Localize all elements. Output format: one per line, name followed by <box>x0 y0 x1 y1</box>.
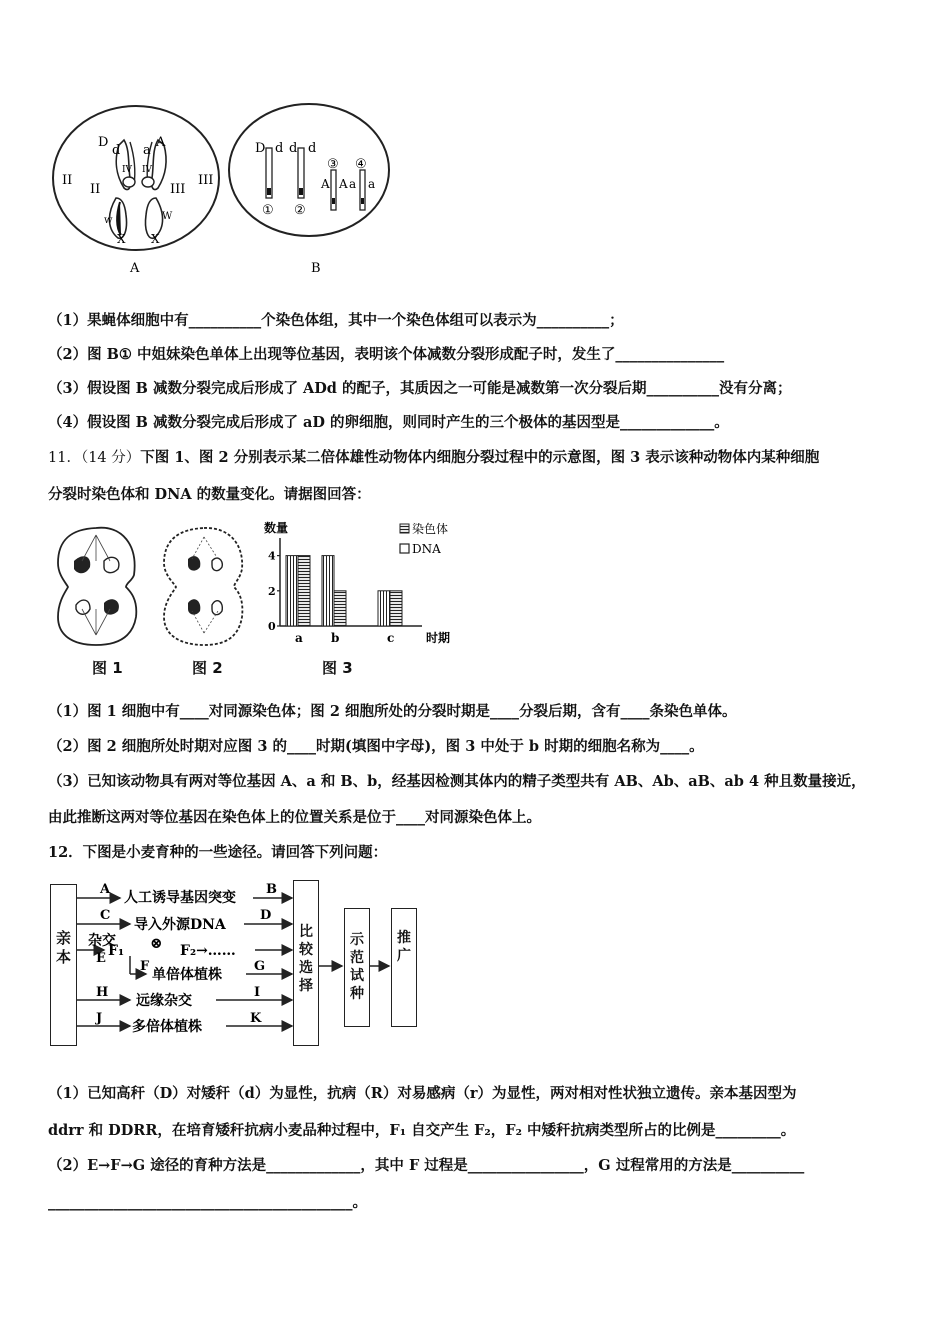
fig-b-label-A1: A <box>321 177 330 191</box>
flow-text-H: 远缘杂交 <box>136 993 192 1009</box>
q11-stem-text: 下图 1、图 2 分别表示某二倍体雄性动物体内细胞分裂过程中的示意图，图 3 表示该种动物体内某种细胞 <box>140 449 820 466</box>
flow-label-A: A <box>100 882 111 897</box>
fig-b-caption: B <box>311 261 321 276</box>
flow-label-F: F <box>140 959 150 974</box>
fig-b-label-d3: d <box>308 141 317 156</box>
flow-text-F2: F₂→…… <box>180 943 236 959</box>
q11-part3-line1: （3）已知该动物具有两对等位基因 A、a 和 B、b，经基因检测其体内的精子类型共有 AB、Ab、aB、ab 4 种且数量接近， <box>48 773 866 790</box>
fig-b-label-3: ③ <box>327 157 339 172</box>
legend-chromosome-swatch <box>400 524 409 533</box>
flow-label-B: B <box>266 882 277 897</box>
flow-text-F: 单倍体植株 <box>152 967 222 983</box>
fig-b-label-4: ④ <box>355 157 367 172</box>
flow-label-D: D <box>260 908 272 923</box>
bar-染色体-b <box>334 591 346 626</box>
chromosome-figure <box>44 100 424 285</box>
bar-DNA-a <box>286 556 298 626</box>
fig-a-caption: A <box>130 261 140 276</box>
q10-part2: （2）图 B① 中姐妹染色单体上出现等位基因，表明该个体减数分裂形成配子时，发生了_______________ <box>48 346 725 363</box>
y-tick-label-4: 4 <box>268 549 276 563</box>
flow-label-G: G <box>254 959 266 974</box>
fig-b-label-a1: a <box>349 177 357 191</box>
fig-a-label-X-left: X <box>117 232 126 246</box>
bar-DNA-c <box>378 591 390 626</box>
flow-label-J: J <box>96 1011 103 1026</box>
flow-text-cross: 杂交 <box>88 933 116 949</box>
q11-part2: （2）图 2 细胞所处时期对应图 3 的____时期(填图中字母)，图 3 中处于 b 时期的细胞名称为____。 <box>48 738 704 755</box>
y-tick-label-2: 2 <box>268 584 276 598</box>
fig-a-label-IV-right: IV <box>142 165 153 175</box>
box-promote-label: 推广 <box>397 930 411 964</box>
fig-b-label-d1: d <box>275 141 284 156</box>
fig-a-label-a: a <box>143 143 151 158</box>
q10-part3: （3）假设图 B 减数分裂完成后形成了 ADd 的配子，其质因之一可能是减数第一次分裂后期__________没有分离； <box>48 380 792 397</box>
fig-a-label-D: D <box>98 135 109 150</box>
flow-self-symbol: ⊗ <box>150 934 163 952</box>
fig-a-label-A: A <box>156 135 166 150</box>
fig-b-label-A2: A <box>339 177 348 191</box>
fig3-caption: 图 3 <box>322 659 353 677</box>
flow-label-K: K <box>250 1011 262 1026</box>
q12-part2-line1: （2）E→F→G 途径的育种方法是_____________，其中 F 过程是________________，G 过程常用的方法是__________ <box>48 1157 805 1174</box>
chart-xlabel: 时期 <box>426 631 451 645</box>
q10-part4: （4）假设图 B 减数分裂完成后形成了 aD 的卵细胞，则同时产生的三个极体的基因型是_____________。 <box>48 414 729 431</box>
chart-ylabel: 数量 <box>264 521 289 535</box>
fig1-cell <box>58 528 136 645</box>
bar-染色体-c <box>390 591 402 626</box>
flow-arrows <box>48 878 428 1050</box>
q10-part1: （1）果蝇体细胞中有__________个染色体组，其中一个染色体组可以表示为__________； <box>48 312 624 329</box>
x-category-c: c <box>387 631 395 645</box>
fig2-cell <box>164 528 242 645</box>
flow-label-C: C <box>100 908 111 923</box>
fig-a-label-II-left: II <box>62 173 73 188</box>
flow-text-C: 导入外源DNA <box>134 917 226 933</box>
fig2-caption: 图 2 <box>192 659 223 677</box>
q11-part3-line2: 由此推断这两对等位基因在染色体上的位置关系是位于____对同源染色体上。 <box>48 809 541 826</box>
flow-label-H: H <box>96 985 109 1000</box>
fig-a-label-IV-left: IV <box>122 165 133 175</box>
fig-b-label-d2: d <box>289 141 298 156</box>
fig-a-label-III-right: III <box>198 173 214 188</box>
q12-part1-line1: （1）已知高秆（D）对矮秆（d）为显性，抗病（R）对易感病（r）为显性，两对相对性状独立遗传。亲本基因型为 <box>48 1085 797 1102</box>
bar-染色体-a <box>298 556 310 626</box>
q12-part1-line2: ddrr 和 DDRR，在培育矮秆抗病小麦品种过程中，F₁ 自交产生 F₂，F₂ 中矮秆抗病类型所占的比例是_________。 <box>48 1122 796 1139</box>
fig3-bar-chart <box>262 516 462 650</box>
fig1-caption: 图 1 <box>92 659 123 677</box>
fig-b-label-2: ② <box>294 203 306 218</box>
box-compare-label: 比较选择 <box>299 924 313 994</box>
cell-division-figures <box>52 525 262 647</box>
fig-a-label-X-right: X <box>151 232 160 246</box>
legend-chromosome-label: 染色体 <box>412 522 449 536</box>
fig-b-label-1: ① <box>262 203 274 218</box>
fig-a-label-d: d <box>112 143 121 158</box>
bar-DNA-b <box>322 556 334 626</box>
flow-text-A: 人工诱导基因突变 <box>124 890 236 906</box>
legend-dna-swatch <box>400 544 409 553</box>
fig-b-label-D: D <box>255 141 266 156</box>
box-demo-label: 示范试种 <box>350 932 364 1002</box>
fig-b-label-a2: a <box>368 177 376 191</box>
y-tick-label-0: 0 <box>268 620 276 633</box>
q11-part1: （1）图 1 细胞中有____对同源染色体；图 2 细胞所处的分裂时期是____分裂后期，含有____条染色单体。 <box>48 703 737 720</box>
fig-a-label-w: w <box>104 215 113 226</box>
x-category-b: b <box>331 631 340 645</box>
q11-stem-line2: 分裂时染色体和 DNA 的数量变化。请据图回答： <box>48 486 371 503</box>
fig-a-label-III-left: III <box>170 182 186 197</box>
q12-part2-line2: __________________________________________。 <box>48 1194 367 1211</box>
flow-text-J: 多倍体植株 <box>132 1019 202 1035</box>
cell-a <box>53 106 219 250</box>
box-parent-label: 亲本 <box>55 929 71 966</box>
q12-stem: 12．下图是小麦育种的一些途径。请回答下列问题： <box>48 844 388 861</box>
q11-stem-line1 <box>48 448 819 468</box>
legend-dna-label: DNA <box>412 542 441 556</box>
flow-label-E: E <box>96 951 106 966</box>
flow-text-F1: F₁ <box>108 943 125 959</box>
fig-a-label-W: W <box>162 211 173 222</box>
x-category-a: a <box>295 631 303 645</box>
flow-label-I: I <box>254 985 261 1000</box>
q11-number: 11．（14 分） <box>48 450 141 466</box>
breeding-flowchart <box>48 878 428 1050</box>
fig-a-label-II-right: II <box>90 182 101 197</box>
